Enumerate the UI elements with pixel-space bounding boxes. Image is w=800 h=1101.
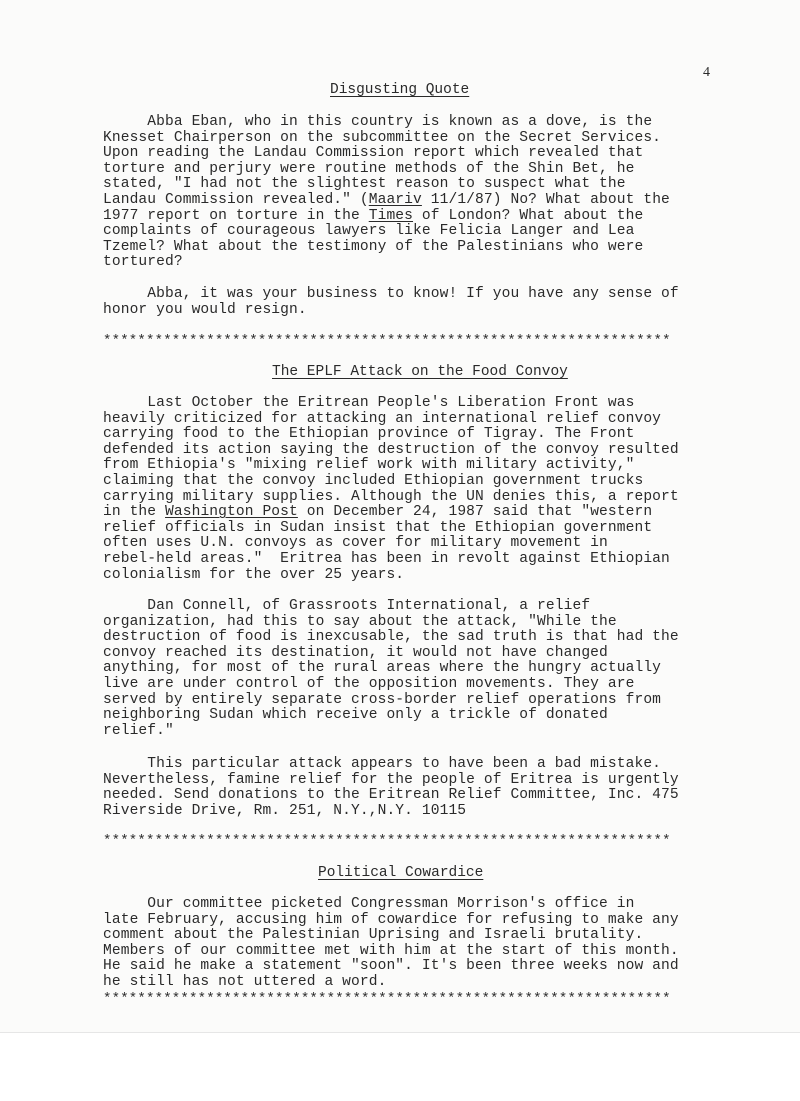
heading-political-cowardice: Political Cowardice [318, 865, 484, 881]
separator-line: ****************************************************************** [103, 991, 671, 1007]
paragraph-morrison: Our committee picketed Congressman Morrison's office in late February, accusing him of cowardice for refusing to make any comment about the Palestinian Uprising and Israeli brutality. Members of our committee met with him at the start of this month. He said he make a statement "soon". It's been three weeks now and he still has not uttered a word. [103, 896, 679, 990]
heading-disgusting-quote: Disgusting Quote [330, 82, 470, 98]
page-margin-band [0, 1032, 800, 1101]
source-washington-post: Washington Post [165, 504, 298, 521]
paragraph-eplf-criticized: Last October the Eritrean People's Liberation Front was heavily criticized for attacking an international relief convoy carrying food to the Ethiopian province of Tigray. The Front defended its action saying the destruction of the convoy resulted from Ethiopia's "mixing relief work with military activity," claiming that the convoy included Ethiopian government trucks carrying military supplies. Although the UN denies this, a report in the Washington Post on December 24, 1987 said that "western relief officials in Sudan insist that the Ethiopian government often uses U.N. convoys as cover for military movement in rebel-held areas." Eritrea has been in revolt against Ethiopian colonialism for the over 25 years. [103, 395, 679, 583]
page-number: 4 [703, 65, 710, 80]
source-maariv: Maariv [368, 191, 422, 208]
heading-eplf-attack: The EPLF Attack on the Food Convoy [272, 364, 568, 380]
separator-line: ****************************************************************** [103, 333, 671, 349]
separator-line: ****************************************************************** [103, 833, 671, 849]
paragraph-donations: This particular attack appears to have been a bad mistake. Nevertheless, famine relief for the people of Eritrea is urgently needed. Send donations to the Eritrean Relief Committee, Inc. 475 Riverside Drive, Rm. 251, N.Y.,N.Y. 10115 [103, 756, 679, 819]
paragraph-dan-connell: Dan Connell, of Grassroots International, a relief organization, had this to say about the attack, "While the destruction of food is inexcusable, the sad truth is that had the convoy reached its destination, it would not have changed anything, for most of the rural areas where the hungry actually live are under control of the opposition movements. They are served by entirely separate cross-border relief operations from neighboring Sudan which receive only a trickle of donated relief." [103, 598, 679, 739]
source-times: Times [368, 207, 414, 224]
paragraph-resign: Abba, it was your business to know! If you have any sense of honor you would resign. [103, 286, 679, 318]
paragraph-eban: Abba Eban, who in this country is known as a dove, is the Knesset Chairperson on the subcommittee on the Secret Services. Upon reading the Landau Commission report which revealed that torture and perjury were routine methods of the Shin Bet, he stated, "I had not the slightest reason to suspect what the Landau Commission revealed." (Maariv 11/1/87) No? What about the 1977 report on torture in the Times of London? What about the complaints of courageous lawyers like Felicia Langer and Lea Tzemel? What about the testimony of the Palestinians who were tortured? [103, 114, 670, 271]
